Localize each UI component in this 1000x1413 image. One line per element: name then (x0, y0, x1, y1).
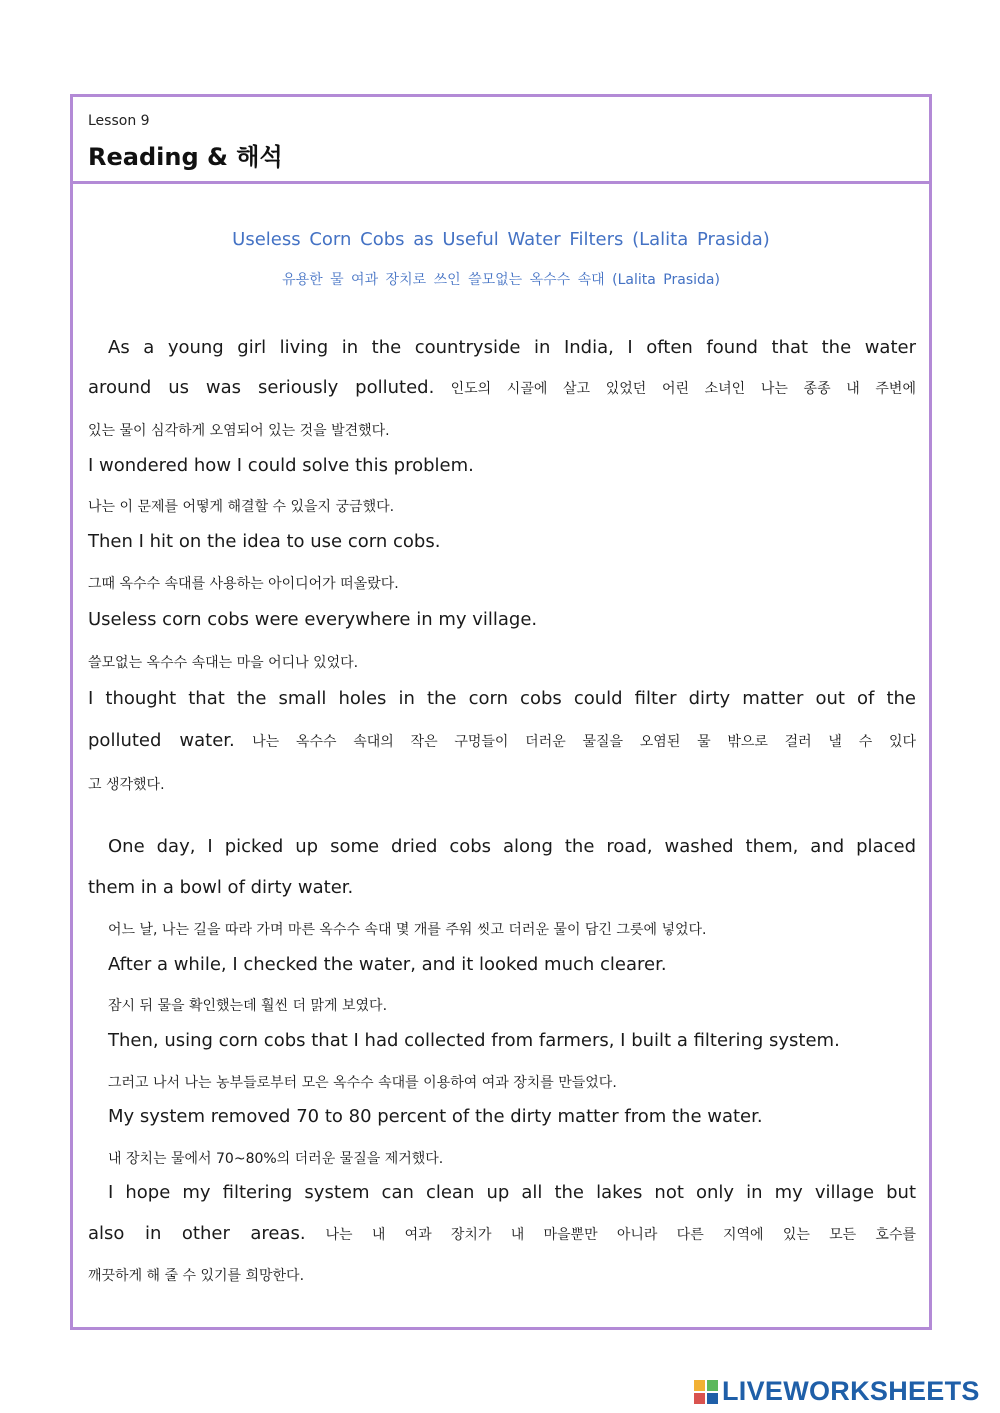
logo-text: LIVEWORKSHEETS (722, 1376, 980, 1406)
text-line: 어느 날, 나는 길을 따라 가며 마른 옥수수 속대 몇 개를 주워 씻고 더러운 물이 담긴 그릇에 넣었다. (108, 922, 707, 938)
text-line-en: also in other areas. (88, 1223, 306, 1244)
logo-square (694, 1393, 705, 1404)
text-line: 쓸모없는 옥수수 속대는 마을 어디나 있었다. (88, 655, 359, 671)
text-line-ko: 인도의 시골에 살고 있었던 어린 소녀인 나는 종종 내 주변에 (450, 381, 916, 397)
text-line: I hope my filtering system can clean up all the lakes not only in my village but (108, 1182, 916, 1203)
reading-title-ko: 유용한 물 여과 장치로 쓰인 쓸모없는 옥수수 속대 (Lalita Prasida) (282, 272, 720, 288)
logo-square (707, 1393, 718, 1404)
text-line-ko: 나는 옥수수 속대의 작은 구멍들이 더러운 물질을 오염된 물 밖으로 걸러 낼 수 있다 (252, 734, 916, 750)
text-line: My system removed 70 to 80 percent of the dirty matter from the water. (108, 1106, 763, 1127)
text-line: 내 장치는 물에서 70~80%의 더러운 물질을 제거했다. (108, 1151, 444, 1167)
text-line (88, 377, 916, 398)
page-title: Reading & 해석 (88, 143, 283, 171)
text-line: I wondered how I could solve this problem. (88, 455, 474, 476)
text-line-ko: 나는 내 여과 장치가 내 마을뿐만 아니라 다른 지역에 있는 모든 호수를 (325, 1227, 916, 1243)
text-line: 나는 이 문제를 어떻게 해결할 수 있을지 궁금했다. (88, 499, 395, 515)
text-line: Useless corn cobs were everywhere in my village. (88, 609, 538, 630)
logo-icon (694, 1380, 718, 1404)
liveworksheets-logo (694, 1376, 980, 1407)
text-line: 고 생각했다. (88, 777, 165, 793)
text-line: I thought that the small holes in the corn cobs could filter dirty matter out of the (88, 688, 916, 709)
text-line (88, 730, 916, 751)
text-line: 있는 물이 심각하게 오염되어 있는 것을 발견했다. (88, 423, 390, 439)
text-line: 그러고 나서 나는 농부들로부터 모은 옥수수 속대를 이용하여 여과 장치를 만들었다. (108, 1075, 617, 1091)
text-line: After a while, I checked the water, and it looked much clearer. (108, 954, 667, 975)
text-line-en: polluted water. (88, 730, 235, 751)
logo-square (707, 1380, 718, 1391)
worksheet-frame (70, 94, 932, 1330)
text-line: As a young girl living in the countryside in India, I often found that the water (108, 337, 916, 358)
text-line-en: around us was seriously polluted. (88, 377, 435, 398)
reading-title-en: Useless Corn Cobs as Useful Water Filters (Lalita Prasida) (232, 229, 770, 250)
text-line: 깨끗하게 해 줄 수 있기를 희망한다. (88, 1268, 305, 1284)
text-line: Then I hit on the idea to use corn cobs. (88, 531, 441, 552)
text-line: Then, using corn cobs that I had collected from farmers, I built a filtering system. (108, 1030, 840, 1051)
text-line: One day, I picked up some dried cobs along the road, washed them, and placed (108, 836, 916, 857)
text-line: them in a bowl of dirty water. (88, 877, 354, 898)
text-line: 그때 옥수수 속대를 사용하는 아이디어가 떠올랐다. (88, 576, 399, 592)
lesson-label: Lesson 9 (88, 113, 150, 129)
text-line (88, 1223, 916, 1244)
text-line: 잠시 뒤 물을 확인했는데 훨씬 더 맑게 보였다. (108, 998, 388, 1014)
logo-square (694, 1380, 705, 1391)
header-box (73, 97, 929, 184)
